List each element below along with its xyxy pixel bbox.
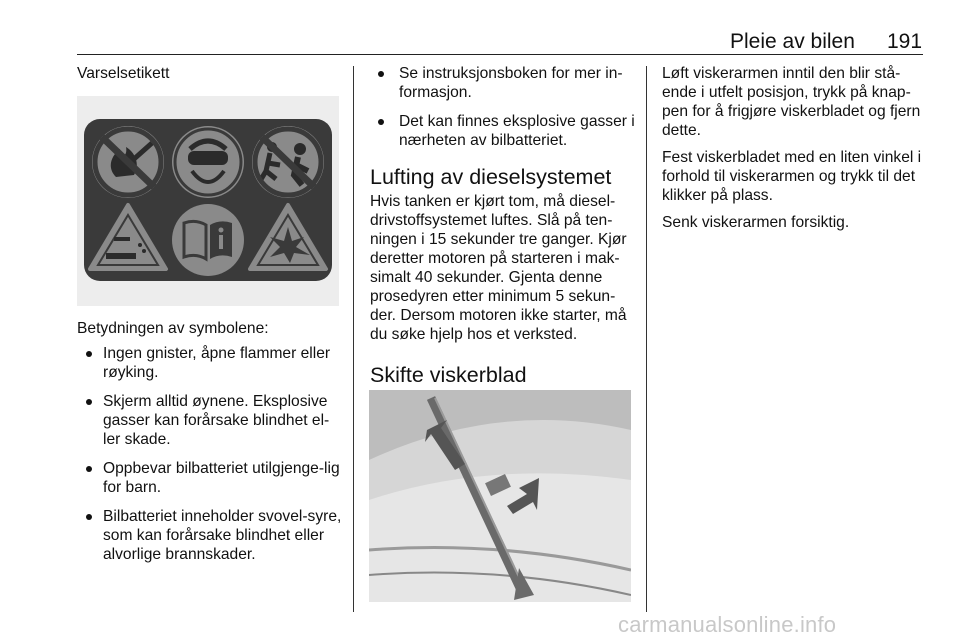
page-section-title: Pleie av bilen — [730, 30, 855, 53]
wiper-step-2: Fest viskerbladet med en liten vinkel i forhold til viskerarmen og trykk til det klikker på plass. — [662, 149, 922, 204]
no-fire-icon — [92, 126, 164, 198]
wiper-step-1: Løft viskerarmen inntil den blir stå-ende i utfelt posisjon, trykk på knap-pen for å frigjøre viskerbladet og fjern dette. — [662, 65, 921, 139]
column-divider-1 — [353, 66, 354, 612]
warning-label-panel — [77, 96, 339, 306]
column-1-body — [77, 319, 345, 574]
list-item: Ingen gnister, åpne flammer eller røyking. — [77, 344, 345, 382]
wiper-blade-illustration — [369, 390, 631, 602]
symbols-list — [77, 344, 345, 564]
list-item: Bilbatteriet inneholder svovel-syre, som kan forårsake blindhet eller alvorlige brannskader. — [77, 507, 345, 564]
column-3 — [662, 64, 930, 232]
diesel-venting-body: Hvis tanken er kjørt tom, må diesel-drivstoffsystemet luftes. Slå på ten-ningen i 15 sekunder tre ganger. Kjør deretter motoren på starteren i mak-simalt 40 sekunder. Gjenta denne prosedyren etter minimum 5 sekun-der. Dersom motoren ikke starter, må du søke hjelp hos et verksted. — [370, 193, 627, 343]
column-1 — [77, 64, 345, 83]
wiper-step-3: Senk viskerarmen forsiktig. — [662, 214, 850, 231]
read-manual-icon — [172, 204, 244, 276]
warning-label-heading: Varselsetikett — [77, 65, 170, 82]
column-2 — [370, 64, 638, 388]
header-divider — [77, 54, 923, 55]
wiper-blade-heading: Skifte viskerblad — [370, 363, 527, 387]
eye-protection-icon — [172, 126, 244, 198]
symbols-list-continued — [370, 64, 638, 150]
list-item: Oppbevar bilbatteriet utilgjenge-lig for barn. — [77, 459, 345, 497]
list-item: Det kan finnes eksplosive gasser i nærheten av bilbatteriet. — [370, 112, 638, 150]
warning-label-image — [84, 119, 332, 281]
column-divider-2 — [646, 66, 647, 612]
list-item: Skjerm alltid øynene. Eksplosive gasser kan forårsake blindhet el-ler skade. — [77, 392, 345, 449]
symbols-intro: Betydningen av symbolene: — [77, 320, 269, 337]
keep-away-from-children-icon — [252, 126, 324, 198]
watermark: carmanualsonline.info — [618, 612, 837, 637]
list-item: Se instruksjonsboken for mer in-formasjon. — [370, 64, 638, 102]
page-number: 191 — [887, 30, 923, 53]
diesel-venting-heading: Lufting av dieselsystemet — [370, 165, 612, 189]
